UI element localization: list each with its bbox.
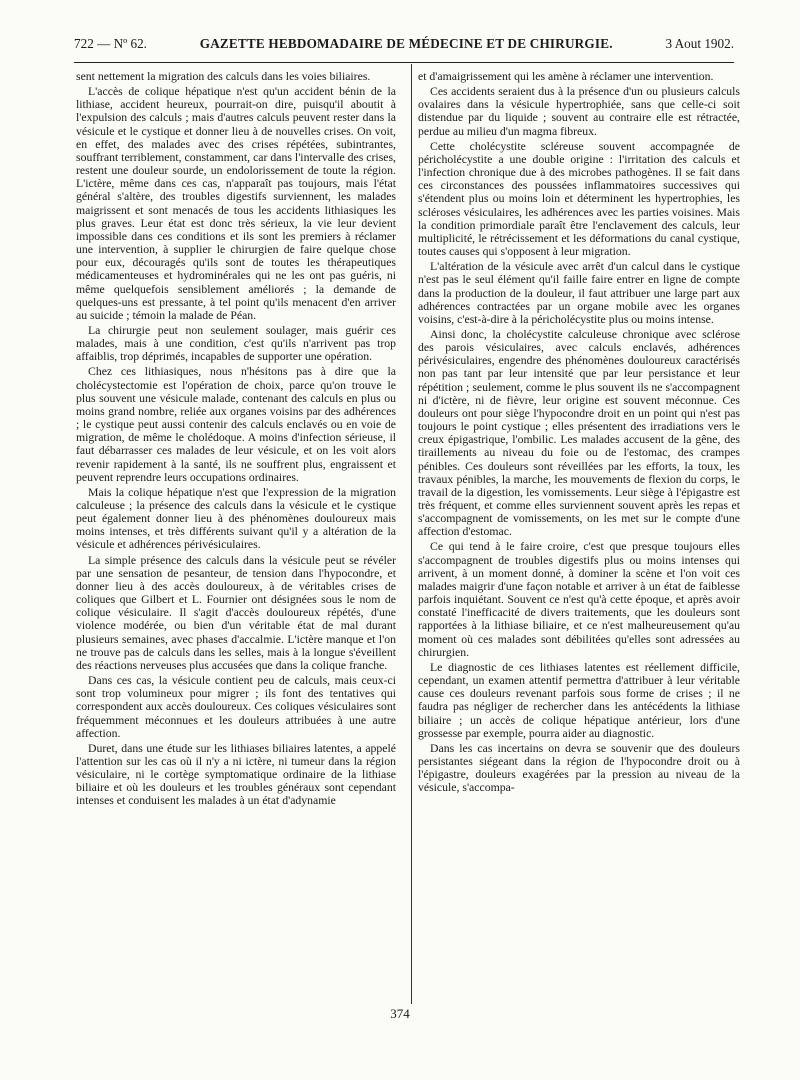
paragraph: L'altération de la vésicule avec arrêt d'un calcul dans le cystique n'est pas le seul élément qu'il faille faire entrer en ligne de compte dans la production de la douleur, il faut attribuer une large part aux adhérences contractées par un organe mobile avec les organes voisins, c'est-à-dire à la péricholécystite plus ou moins intense. <box>418 260 740 326</box>
paragraph: Duret, dans une étude sur les lithiases biliaires latentes, a appelé l'attention sur les cas où il n'y a ni ictère, ni tumeur dans la région vésiculaire, ni le cortège symptomatique ordinaire de la lithiase biliaire et où les douleurs et les troubles généraux sont cependant intenses et conduisent les malades à un état d'adynamie <box>76 741 396 808</box>
paragraph: Chez ces lithiasiques, nous n'hésitons pas à dire que la cholécystectomie est l'opération de choix, parce qu'on trouve le plus souvent une vésicule malade, contenant des calculs en plus ou moins grand nombre, reliée aux organes voisins par des adhérences ; le cystique peut aussi contenir des calculs enclavés ou en voie de migration, de même le cholédoque. A moins d'infection sérieuse, il faut débarrasser ces malades de leur vésicule, et on les voit alors revenir rapidement à la santé, ils ne souffrent plus, engraissent et peuvent reprendre leurs occupations ordinaires. <box>76 365 396 484</box>
paragraph: Ces accidents seraient dus à la présence d'un ou plusieurs calculs ovalaires dans la vésicule hypertrophiée, sans que celle-ci soit distendue par du liquide ; souvent au contraire elle est rétractée, perdue au milieu d'un magma fibreux. <box>418 85 740 138</box>
paragraph: Dans les cas incertains on devra se souvenir que des douleurs persistantes siégeant dans la région de l'hypocondre droit ou à l'épigastre, douleurs exagérées par la pression au niveau de la vésicule, s'accompa- <box>418 741 740 795</box>
running-header <box>74 36 734 58</box>
issue-number: 722 — Nº 62. <box>74 36 147 51</box>
right-column <box>418 70 740 796</box>
paragraph: La simple présence des calculs dans la vésicule peut se révéler par une sensation de pesanteur, de tension dans l'hypocondre, et donner lieu à des accès douloureux, à de véritables crises de coliques que Gilbert et L. Fournier ont désignées sous le nom de colique vésiculaire. Il s'agit d'accès douloureux répétés, d'une violence modérée, ou bien d'un véritable état de mal durant plusieurs semaines, avec phases d'accalmie. L'ictère manque et l'on ne trouve pas de calculs dans les selles, mais à la longue s'éveillent des réactions nerveuses plus accusées que dans la colique franche. <box>76 553 396 672</box>
page-number: 374 <box>390 1006 410 1021</box>
header-rule <box>74 62 734 63</box>
left-column <box>76 70 396 810</box>
paragraph: Ce qui tend à le faire croire, c'est que presque toujours elles s'accompagnent de troubles digestifs plus ou moins intenses qui arrivent, à un moment donné, à dominer la scène et l'on voit ces malades maigrir d'une façon notable et arriver à un état de faiblesse parfois inquiétant. Souvent ce n'est qu'à cette époque, et après avoir constaté l'inefficacité de divers traitements, que les douleurs sont rapportées à la lithiase biliaire, et ce n'est malheureusement qu'au moment où ces malades sont débilitées qu'elles sont adressées au chirurgien. <box>418 540 740 659</box>
paragraph: Mais la colique hépatique n'est que l'expression de la migration calculeuse ; la présence des calculs dans la vésicule et le cystique peut également donner lieu à des phénomènes douloureux mais moins intenses, et très différents suivant qu'il y a altération de la vésicule et adhérences périvésiculaires. <box>76 485 396 552</box>
paragraph: Dans ces cas, la vésicule contient peu de calculs, mais ceux-ci sont trop volumineux pour migrer ; ils font des tentatives qui correspondent aux accès douloureux. Ces coliques vésiculaires sont fréquemment méconnues et les douleurs attribuées à une autre affection. <box>76 674 396 740</box>
paragraph: Le diagnostic de ces lithiases latentes est réellement difficile, cependant, un examen attentif permettra d'attribuer à leur véritable cause ces douleurs revenant parfois sous forme de crises ; il ne faudra pas négliger de rechercher dans les antécédents la lithiase biliaire ; un accès de colique hépatique antérieur, lors d'une grossesse par exemple, pourra aider au diagnostic. <box>418 660 740 740</box>
issue-date: 3 Aout 1902. <box>665 36 734 51</box>
journal-title: GAZETTE HEBDOMADAIRE DE MÉDECINE ET DE CHIRURGIE. <box>199 36 613 51</box>
paragraph: sent nettement la migration des calculs dans les voies biliaires. <box>76 70 371 83</box>
paragraph: L'accès de colique hépatique n'est qu'un accident bénin de la lithiase, accident heureux, pourrait-on dire, puisqu'il aboutit à l'expulsion des calculs ; mais d'autres calculs peuvent rester dans la vésicule et le cystique et donner lieu à de nouvelles crises. On voit, en effet, des malades avec des crises répétées, subintrantes, souffrant terriblement, constamment, car dans l'intervalle des crises, restent une douleur sourde, un endolorissement de toute la région. L'ictère, même dans ces cas, n'apparaît pas toujours, mais l'état général s'altère, des troubles digestifs surviennent, les malades maigrissent et sont menacés de tous les accidents lithiasiques les plus graves. Leur état est donc très sérieux, la vie leur devient impossible dans ces conditions et ils sont les premiers à réclamer une intervention, à supplier le chirurgien de faire quelque chose pour eux, découragés qu'ils sont de toutes les thérapeutiques médicamenteuses et hydrominérales qui ne les ont pas guéris, ni même quelquefois sensiblement améliorés ; la demande de quelques-uns est pressante, à tel point qu'ils menacent d'en arriver au suicide ; témoin la malade de Péan. <box>76 85 396 322</box>
column-divider <box>411 64 412 1004</box>
paragraph: et d'amaigrissement qui les amène à réclamer une intervention. <box>418 70 714 83</box>
paragraph: Cette cholécystite scléreuse souvent accompagnée de péricholécystite a une double origine : l'irritation des calculs et l'infection chronique due à des microbes pathogènes. Il se fait dans ces circonstances des poussées inflammatoires successives qui s'étendent plus ou moins loin et déterminent les hypertrophies, les scléroses vésiculaires, les adhérences avec les parties voisines. Mais la condition primordiale paraît être l'enclavement des calculs, leur multiplicité, le rétrécissement et les déformations du canal cystique, toutes causes qui s'opposent à leur migration. <box>418 139 740 259</box>
paragraph: Ainsi donc, la cholécystite calculeuse chronique avec sclérose des parois vésiculaires, avec calculs enclavés, adhérences périvésiculaires, engendre des phénomènes douloureux caractérisés non pas tant par leur intensité que par leur persistance et leur répétition ; seulement, comme le plus souvent ils ne s'accompagnent ni d'ictère, ni de fièvre, leur origine est souvent méconnue. Ces douleurs ont pour siège l'hypocondre droit en un point qui n'est pas toujours le point cystique ; elles présentent des irradiations vers le creux épigastrique, l'ombilic. Les malades accusent de la gêne, des tiraillements au niveau du foie ou de l'estomac, des crampes pénibles. Ces douleurs sont réveillées par les efforts, la toux, les travaux pénibles, la marche, les mouvements de flexion du corps, le travail de la digestion, les vomissements. Leur siège à l'épigastre est très fréquent, et comme elles surviennent souvent après les repas et s'accompagnent de vomissements, on les met sur le compte d'une affection d'estomac. <box>418 327 740 539</box>
paragraph: La chirurgie peut non seulement soulager, mais guérir ces malades, mais à une condition, c'est qu'ils n'arrivent pas trop affaiblis, trop déprimés, incapables de supporter une opération. <box>76 323 396 364</box>
